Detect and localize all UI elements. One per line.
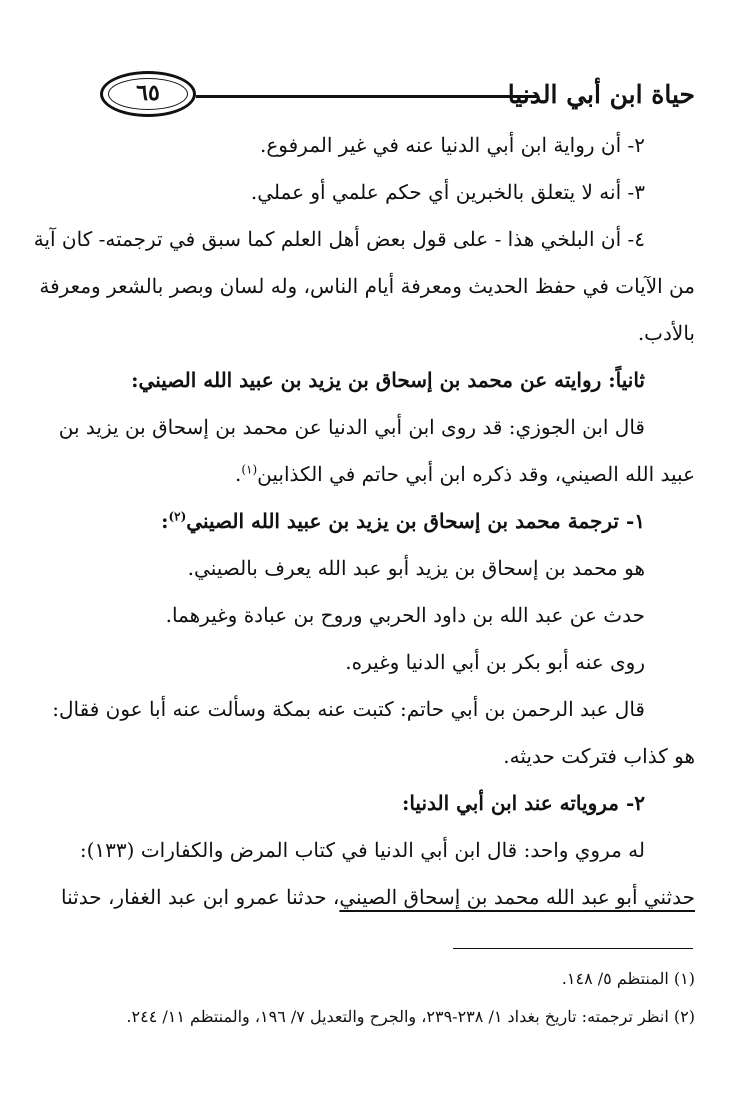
paragraph-line: من الآيات في حفظ الحديث ومعرفة أيام الناس، وله لسان وبصر بالشعر ومعرفة xyxy=(39,274,695,298)
line-text: عبيد الله الصيني، وقد ذكره ابن أبي حاتم في الكذابين xyxy=(257,462,695,486)
paragraph-line: ٣- أنه لا يتعلق بالخبرين أي حكم علمي أو عملي. xyxy=(250,180,645,204)
header-rule xyxy=(196,95,538,98)
footnote-ref-2[interactable]: (٢) xyxy=(168,509,187,524)
paragraph-line: هو محمد بن إسحاق بن يزيد أبو عبد الله يعرف بالصيني. xyxy=(187,556,645,580)
footnote-separator xyxy=(453,948,693,949)
underlined-narrator-chain: حدثني أبو عبد الله محمد بن إسحاق الصيني xyxy=(339,885,695,909)
running-header-title: حياة ابن أبي الدنيا xyxy=(507,80,695,109)
paragraph-line: عبيد الله الصيني، وقد ذكره ابن أبي حاتم في الكذابين$^{(١)}$. xyxy=(234,462,695,486)
subsection-heading xyxy=(60,498,695,545)
paragraph-line: روى عنه أبو بكر بن أبي الدنيا وغيره. xyxy=(345,650,645,674)
page-number-badge xyxy=(100,71,196,117)
paragraph-line xyxy=(60,874,695,921)
footnote-1: (١) المنتظم ٥/ ١٤٨. xyxy=(561,969,695,988)
paragraph-line: هو كذاب فتركت حديثه. xyxy=(503,744,695,768)
footnote-2: (٢) انظر ترجمته: تاريخ بغداد ١/ ٢٣٨-٢٣٩، والجرح والتعديل ٧/ ١٩٦، والمنتظم ١١/ ٢٤٤. xyxy=(126,1007,695,1026)
section-heading: ثانياً: روايته عن محمد بن إسحاق بن يزيد بن عبيد الله الصيني: xyxy=(131,368,645,392)
line-text: ، حدثنا عمرو ابن عبد الغفار، حدثنا xyxy=(61,885,340,909)
paragraph-line: ٤- أن البلخي هذا - على قول بعض أهل العلم كما سبق في ترجمته- كان آية xyxy=(33,227,645,251)
paragraph-line: حدث عن عبد الله بن داود الحربي وروح بن عبادة وغيرهما. xyxy=(165,603,645,627)
paragraph-line: بالأدب. xyxy=(637,321,695,345)
paragraph-line: ٢- أن رواية ابن أبي الدنيا عنه في غير المرفوع. xyxy=(260,133,645,157)
heading-colon: : xyxy=(161,509,169,533)
paragraph-line: قال ابن الجوزي: قد روى ابن أبي الدنيا عن محمد بن إسحاق بن يزيد بن xyxy=(58,415,645,439)
footnote-ref-1[interactable]: (١) xyxy=(241,462,258,477)
page-number: ٦٥ xyxy=(136,80,160,106)
footnotes xyxy=(60,960,695,1036)
subsection-heading: ٢- مروياته عند ابن أبي الدنيا: xyxy=(401,791,645,815)
paragraph-line: له مروي واحد: قال ابن أبي الدنيا في كتاب المرض والكفارات (١٣٣): xyxy=(79,838,645,862)
main-text xyxy=(33,122,695,921)
heading-text: ١- ترجمة محمد بن إسحاق بن يزيد بن عبيد الله الصيني xyxy=(186,509,645,533)
paragraph-line: قال عبد الرحمن بن أبي حاتم: كتبت عنه بمكة وسألت عنه أبا عون فقال: xyxy=(52,697,645,721)
